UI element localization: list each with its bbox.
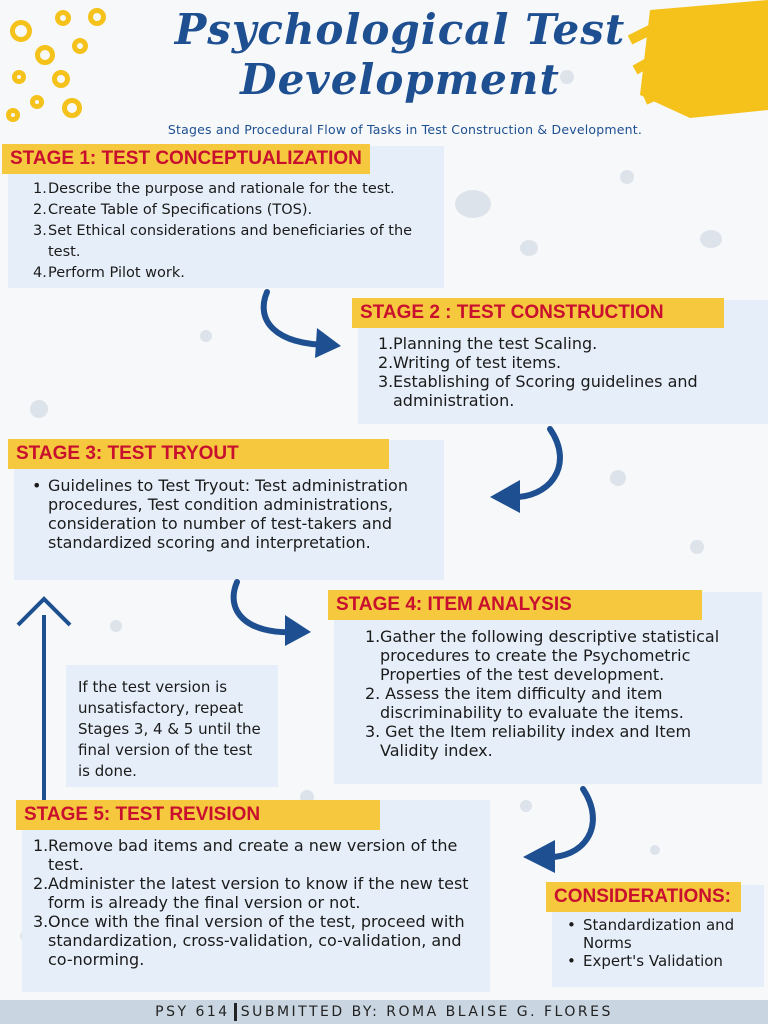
list-item: 2.Writing of test items. xyxy=(378,353,562,372)
flow-arrow-icon xyxy=(480,425,580,515)
list-item: 3.Establishing of Scoring guidelines and administration. xyxy=(378,372,698,410)
list-item: 2.Administer the latest version to know if the new test form is already the final version or not. xyxy=(33,874,469,912)
list-item: 1.Planning the test Scaling. xyxy=(378,334,598,353)
list-item: 3.Set Ethical considerations and beneficiaries of the test. xyxy=(33,223,413,260)
considerations-label: CONSIDERATIONS: xyxy=(546,882,741,912)
stage5-list xyxy=(33,836,483,969)
footer-submitted: SUBMITTED BY: ROMA BLAISE G. FLORES xyxy=(240,1004,613,1020)
list-item: 1.Remove bad items and create a new version of the test. xyxy=(33,836,458,874)
stage2-label: STAGE 2 : TEST CONSTRUCTION xyxy=(352,298,724,328)
page-subtitle: Stages and Procedural Flow of Tasks in Test Construction & Development. xyxy=(167,122,643,137)
footer xyxy=(0,1000,768,1024)
page-title-line2: Development xyxy=(240,55,560,104)
stage2-list xyxy=(378,334,738,410)
stage3-list xyxy=(30,476,430,552)
list-item: • Standardization and Norms xyxy=(565,916,760,952)
list-item: 1.Gather the following descriptive statistical procedures to create the Psychometric Properties of the test development. xyxy=(365,627,720,684)
list-item: 2.Create Table of Specifications (TOS). xyxy=(33,202,313,218)
stage3-label: STAGE 3: TEST TRYOUT xyxy=(8,439,389,469)
footer-course: PSY 614 xyxy=(155,1004,230,1020)
page-title-line1: Psychological Test xyxy=(174,5,626,54)
flow-arrow-icon xyxy=(255,290,355,370)
stage4-list xyxy=(365,627,750,760)
list-item: 3.Once with the final version of the test, proceed with standardization, cross-validation, co-validation, and co-norming. xyxy=(33,912,465,969)
repeat-note-box xyxy=(66,665,278,787)
considerations-list xyxy=(565,916,760,970)
list-item: 2. Assess the item difficulty and item discriminability to evaluate the items. xyxy=(365,684,684,722)
list-item: 4.Perform Pilot work. xyxy=(33,265,185,281)
repeat-note: If the test version is unsatisfactory, repeat Stages 3, 4 & 5 until the final version of the test is done. xyxy=(78,678,261,780)
stage1-label: STAGE 1: TEST CONCEPTUALIZATION xyxy=(2,144,370,174)
stage5-label: STAGE 5: TEST REVISION xyxy=(16,800,380,830)
stage4-label: STAGE 4: ITEM ANALYSIS xyxy=(328,590,702,620)
list-item: 1.Describe the purpose and rationale for the test. xyxy=(33,181,395,197)
list-item: 3. Get the Item reliability index and Item Validity index. xyxy=(365,722,692,760)
flow-arrow-icon xyxy=(225,580,325,660)
list-item: • Guidelines to Test Tryout: Test administration procedures, Test condition administrations, consideration to number of test-takers and standardized scoring and interpretation. xyxy=(30,476,430,552)
list-item: • Expert's Validation xyxy=(565,952,760,970)
flow-arrow-icon xyxy=(515,785,615,875)
stage1-list xyxy=(33,179,443,284)
footer-separator xyxy=(234,1003,237,1021)
